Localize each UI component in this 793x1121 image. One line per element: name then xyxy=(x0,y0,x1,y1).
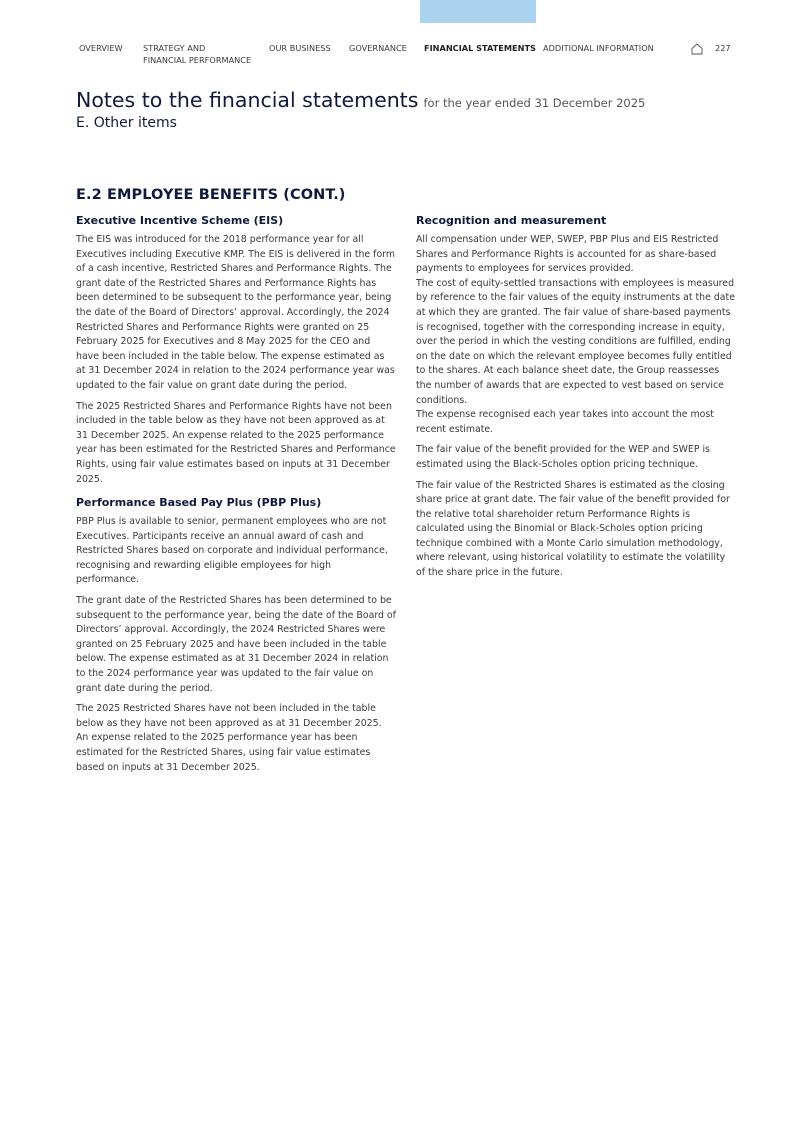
nav-additional-information[interactable]: ADDITIONAL INFORMATION xyxy=(543,43,654,53)
section-tab-marker xyxy=(420,0,536,23)
home-icon[interactable] xyxy=(691,43,703,55)
right-column xyxy=(416,213,736,587)
eis-paragraph-2: The 2025 Restricted Shares and Performance Rights have not been included in the table below as they have not been approved as at 31 December 2025. An expense related to the 2025 performance year has been estimated for the Restricted Shares and Performance Rights, using fair value estimates based on inputs at 31 December 2025. xyxy=(76,400,396,485)
recognition-paragraph-3: The expense recognised each year takes into account the most recent estimate. xyxy=(416,409,714,435)
nav-financial-statements[interactable]: FINANCIAL STATEMENTS xyxy=(424,43,536,53)
nav-strategy[interactable]: STRATEGY AND xyxy=(143,43,206,53)
pbp-heading: Performance Based Pay Plus (PBP Plus) xyxy=(76,496,322,510)
page-number: 227 xyxy=(715,43,731,53)
nav-our-business[interactable]: OUR BUSINESS xyxy=(269,43,331,53)
eis-paragraph-1: The EIS was introduced for the 2018 performance year for all Executives including Executive KMP. The EIS is delivered in the form of a cash incentive, Restricted Shares and Performance Rights. The grant date of the Restricted Shares and Performance Rights has been determined to be subsequent to the performance year, being the date of the Board of Directors’ approval. Accordingly, the 2024 Restricted Shares and Performance Rights were granted on 25 February 2025 for Executives and 8 May 2025 for the CEO and have been included in the table below. The expense estimated as at 31 December 2024 in relation to the 2024 performance year was updated to the fair value on grant date during the period. xyxy=(76,234,396,391)
recognition-paragraph-1: All compensation under WEP, SWEP, PBP Plus and EIS Restricted Shares and Performance Rights is accounted for as share-based payments to employees for services provided. xyxy=(416,234,719,275)
pbp-paragraph-2: The grant date of the Restricted Shares has been determined to be subsequent to the performance year, being the date of the Board of Directors’ approval. Accordingly, the 2024 Restricted Shares were granted on 25 February 2025 and have been included in the table below. The expense estimated as at 31 December 2024 in relation to the 2024 performance year was updated to the fair value on grant date during the period. xyxy=(76,595,396,694)
page-title-suffix: for the year ended 31 December 2025 xyxy=(423,96,646,110)
left-column xyxy=(76,213,396,781)
nav-governance[interactable]: GOVERNANCE xyxy=(349,43,407,53)
page-subtitle: E. Other items xyxy=(76,115,177,131)
recognition-heading: Recognition and measurement xyxy=(416,214,607,227)
page-title xyxy=(76,88,645,112)
recognition-paragraph-4: The fair value of the benefit provided for the WEP and SWEP is estimated using the Black-Scholes option pricing technique. xyxy=(416,444,710,470)
recognition-paragraph-5: The fair value of the Restricted Shares is estimated as the closing share price at grant date. The fair value of the benefit provided for the relative total shareholder return Performance Rights is calculated using the Binomial or Black-Scholes option pricing technique combined with a Monte Carlo simulation methodology, where relevant, using historical volatility to estimate the volatility of the share price in the future. xyxy=(416,479,730,579)
eis-heading: Executive Incentive Scheme (EIS) xyxy=(76,214,284,227)
nav-overview[interactable]: OVERVIEW xyxy=(79,43,123,53)
section-heading: E.2 EMPLOYEE BENEFITS (CONT.) xyxy=(76,187,346,203)
page-title-main: Notes to the financial statements xyxy=(76,88,419,112)
nav-strategy-line2[interactable]: FINANCIAL PERFORMANCE xyxy=(143,54,252,65)
pbp-paragraph-3: The 2025 Restricted Shares have not been included in the table below as they have not been approved as at 31 December 2025. An expense related to the 2025 performance year has been estimated for the Restricted Shares, using fair value estimates based on inputs at 31 December 2025. xyxy=(76,703,382,773)
recognition-paragraph-2: The cost of equity-settled transactions with employees is measured by reference to the fair values of the equity instruments at the date at which they are granted. The fair value of share-based payments is recognised, together with the corresponding increase in equity, over the period in which the vesting conditions are fulfilled, ending on the date on which the relevant employee becomes fully entitled to the shares. At each balance sheet date, the Group reassesses the number of awards that are expected to vest based on service conditions. xyxy=(416,277,735,406)
pbp-paragraph-1: PBP Plus is available to senior, permanent employees who are not Executives. Participants receive an annual award of cash and Restricted Shares based on corporate and individual performance, recognising and rewarding eligible employees for high performance. xyxy=(76,516,388,586)
top-navigation xyxy=(79,43,793,73)
